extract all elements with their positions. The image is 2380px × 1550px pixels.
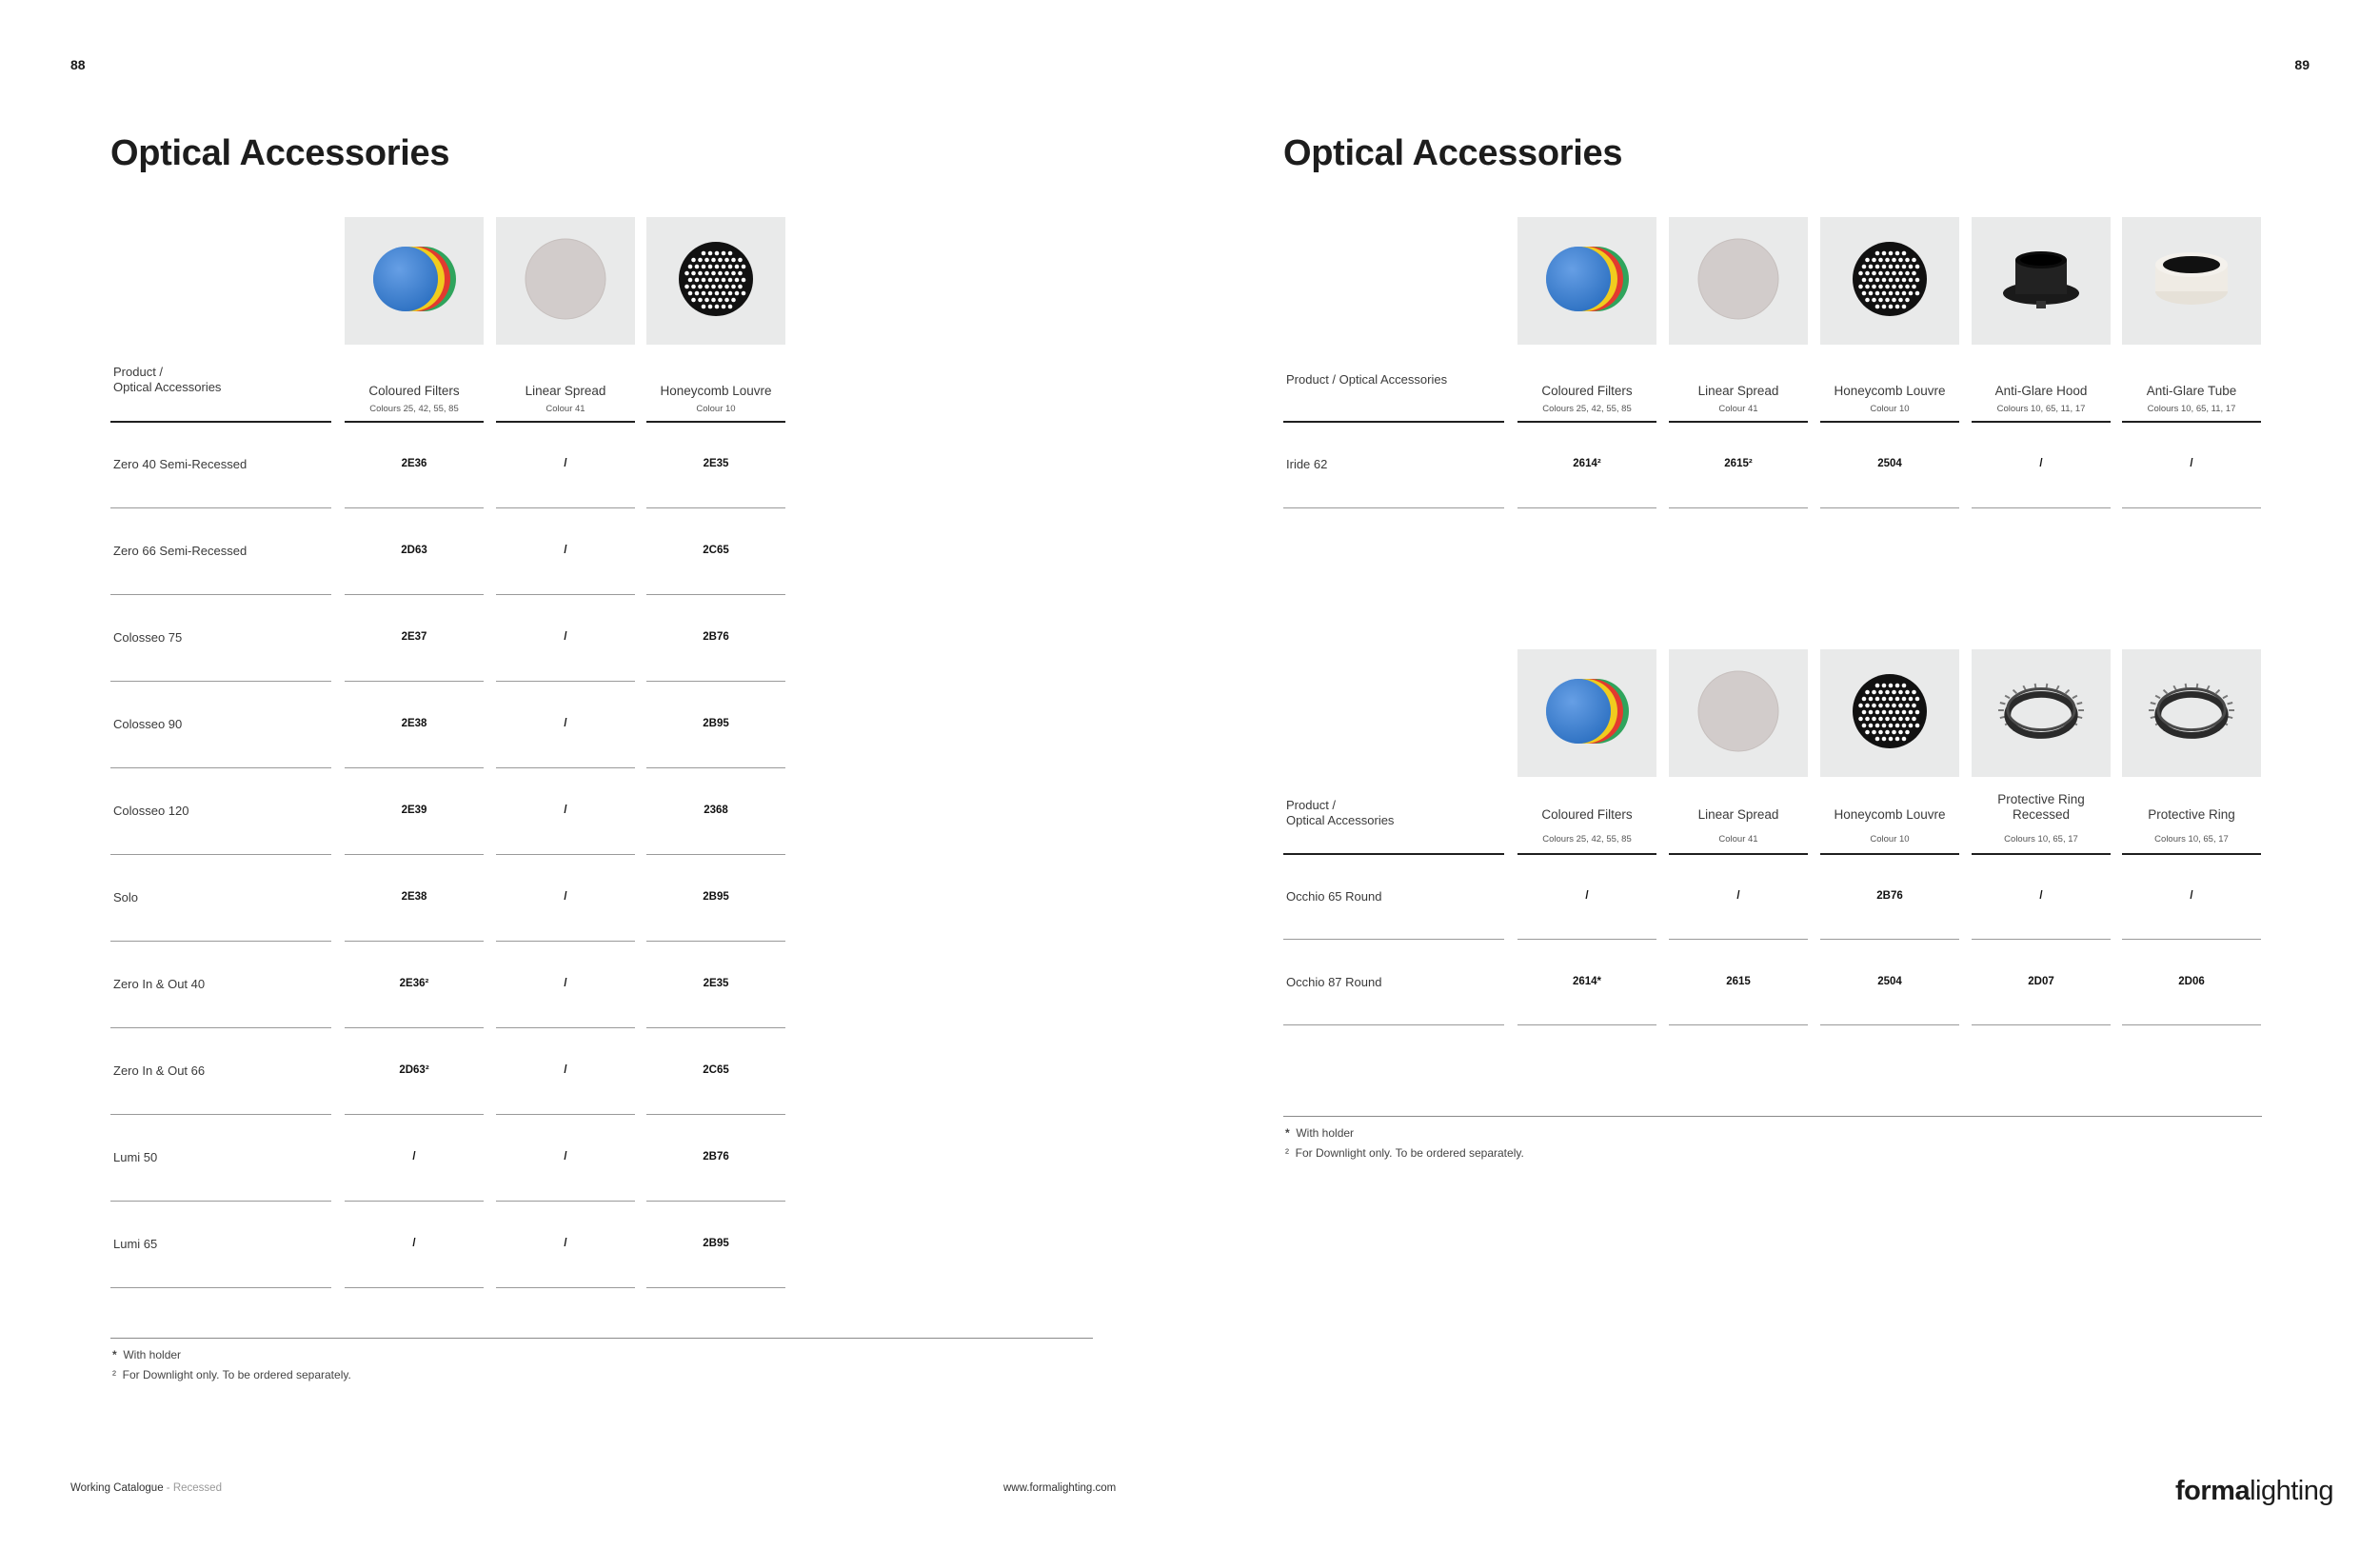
left-table-row-rule [110, 854, 331, 855]
left-table-row-rule [646, 1114, 785, 1115]
left-table-row-label: Zero 66 Semi-Recessed [113, 544, 248, 558]
right-table-2-header-rule [1517, 853, 1656, 855]
left-table-cell: / [564, 631, 567, 643]
left-table-row-rule [345, 1201, 484, 1202]
right-table-1-thumb-2 [1669, 217, 1808, 345]
left-table-row-label: Zero In & Out 66 [113, 1063, 206, 1078]
right-table-1-cell: 2504 [1877, 458, 1902, 469]
left-table-row-rule [110, 594, 331, 595]
left-table-cell: 2B95 [703, 891, 729, 903]
right-table-2-row-rule [1283, 939, 1504, 940]
left-table-cell: / [564, 458, 567, 469]
protective-ring-icon [2148, 667, 2235, 760]
right-table-1-row-rule [1820, 507, 1959, 508]
right-table-2-cell: / [1736, 890, 1740, 902]
left-table-row-rule [646, 1201, 785, 1202]
left-table-cell: / [412, 1151, 416, 1162]
left-table-row-rule [496, 1114, 635, 1115]
right-table-1-header-rule [1820, 421, 1959, 423]
left-table-row-rule [110, 1201, 331, 1202]
right-table-2-row-rule [1669, 1024, 1808, 1025]
coloured-filters-icon [1539, 242, 1635, 321]
right-table-1-column-subtitle: Colours 10, 65, 11, 17 [1996, 404, 2086, 414]
footnote-text: For Downlight only. To be ordered separately. [1295, 1146, 1524, 1160]
page-title-right: Optical Accessories [1283, 133, 1623, 173]
left-table-cell: / [564, 978, 567, 989]
right-table-2-row-rule [1820, 1024, 1959, 1025]
right-table-2-row-rule [1972, 1024, 2111, 1025]
left-table-thumb-2 [496, 217, 635, 345]
left-table-row-rule [646, 854, 785, 855]
left-table-cell: 2C65 [703, 545, 729, 556]
left-table-row-rule [646, 681, 785, 682]
logo-bold: forma [2175, 1476, 2251, 1506]
right-table-1-row-rule [1517, 507, 1656, 508]
right-table-2-row-rule [1669, 939, 1808, 940]
right-table-2-thumb-4 [1972, 649, 2111, 777]
left-table-row-rule [496, 594, 635, 595]
left-table-cell: / [564, 1151, 567, 1162]
right-table-1-header-rule [1517, 421, 1656, 423]
right-table-1-row-label: Iride 62 [1286, 457, 1328, 471]
left-table-cell: / [564, 805, 567, 816]
right-table-1-column-subtitle: Colours 25, 42, 55, 85 [1542, 404, 1632, 414]
left-table-header-rule [345, 421, 484, 423]
footnote-mark: * [112, 1348, 117, 1361]
left-table-row-label: Colosseo 90 [113, 717, 183, 731]
right-table-1-column-title: Linear Spread [1697, 384, 1779, 398]
left-table-row-rule [496, 1027, 635, 1028]
footer-catalogue-title: Working Catalogue [70, 1482, 164, 1494]
left-table-row-rule [496, 1201, 635, 1202]
linear-spread-icon [523, 236, 608, 327]
right-table-1-column-title: Coloured Filters [1541, 384, 1633, 398]
right-table-1-thumb-5 [2122, 217, 2261, 345]
right-table-2-column-subtitle: Colour 41 [1718, 834, 1758, 845]
right-table-2-column-title: Protective Ring [2148, 807, 2235, 822]
right-table-2-cell: / [1585, 890, 1589, 902]
right-table-1-thumb-1 [1517, 217, 1656, 345]
left-table-cell: 2B76 [703, 1151, 729, 1162]
left-table-header-label: Product / Optical Accessories [113, 365, 222, 394]
footer-url[interactable]: www.formalighting.com [1003, 1482, 1117, 1494]
right-table-2-column-subtitle: Colours 25, 42, 55, 85 [1542, 834, 1632, 845]
left-table-row-rule [646, 594, 785, 595]
left-table-cell: 2B76 [703, 631, 729, 643]
footnote-mark: * [1285, 1126, 1290, 1140]
right-table-1-header-rule [1669, 421, 1808, 423]
left-table-cell: 2D63² [399, 1064, 429, 1076]
left-table-row-rule [646, 767, 785, 768]
footnote-mark: ² [1285, 1146, 1289, 1160]
right-table-1-column-subtitle: Colours 10, 65, 11, 17 [2147, 404, 2236, 414]
left-table-cell: 2E38 [401, 718, 427, 729]
right-table-1-thumb-3 [1820, 217, 1959, 345]
right-table-1-header-rule [1972, 421, 2111, 423]
left-table-row-rule [646, 941, 785, 942]
right-table-1-row-rule [1669, 507, 1808, 508]
footnote-text: With holder [1296, 1126, 1355, 1140]
left-table-column-subtitle: Colours 25, 42, 55, 85 [369, 404, 459, 414]
right-table-2-column-subtitle: Colours 10, 65, 17 [2154, 834, 2229, 845]
left-table-row-rule [496, 767, 635, 768]
left-table-row-rule [496, 1287, 635, 1288]
left-table-cell: 2368 [704, 805, 728, 816]
left-table-cell: 2E36 [401, 458, 427, 469]
right-table-1-cell: 2614² [1573, 458, 1601, 469]
honeycomb-louvre-icon [678, 241, 754, 322]
anti-glare-tube-icon [2149, 236, 2234, 327]
right-table-2-cell: / [2039, 890, 2043, 902]
right-table-2-thumb-2 [1669, 649, 1808, 777]
right-table-1-column-title: Honeycomb Louvre [1834, 384, 1946, 398]
left-table-row-label: Colosseo 120 [113, 804, 189, 818]
right-table-2-cell: 2B76 [1876, 890, 1903, 902]
page-number-left: 88 [70, 57, 86, 72]
left-table-cell: 2D63 [401, 545, 427, 556]
right-table-2-row-rule [2122, 1024, 2261, 1025]
left-table-row-rule [496, 507, 635, 508]
footnote-text: For Downlight only. To be ordered separately. [122, 1368, 351, 1381]
right-table-2-column-subtitle: Colours 10, 65, 17 [2004, 834, 2078, 845]
left-table-header-rule [646, 421, 785, 423]
left-table-row-label: Solo [113, 890, 139, 904]
right-table-2-row-rule [1283, 1024, 1504, 1025]
left-table-row-rule [646, 1287, 785, 1288]
right-table-1-header-rule-label [1283, 421, 1504, 423]
left-table-row-rule [345, 1114, 484, 1115]
left-table-row-rule [345, 681, 484, 682]
right-table-2-column-title: Coloured Filters [1541, 807, 1633, 822]
footer-catalogue [70, 1482, 222, 1494]
left-table-cell: 2B95 [703, 1238, 729, 1249]
honeycomb-louvre-icon [1852, 673, 1928, 754]
left-table-cell: / [564, 718, 567, 729]
left-table-header-rule-label [110, 421, 331, 423]
left-table-row-rule [110, 1114, 331, 1115]
footer-separator: - [163, 1482, 173, 1494]
left-table-row-label: Lumi 50 [113, 1150, 158, 1164]
left-table-row-rule [110, 1027, 331, 1028]
honeycomb-louvre-icon [1852, 241, 1928, 322]
left-table-cell: 2B95 [703, 718, 729, 729]
right-table-1-row-rule [1283, 507, 1504, 508]
left-table-cell: / [564, 1238, 567, 1249]
right-table-2-cell: 2614* [1572, 976, 1602, 987]
footnote-divider-right [1283, 1116, 2262, 1117]
logo-light: lighting [2250, 1476, 2333, 1506]
page-number-right: 89 [2294, 57, 2310, 72]
left-table-row-rule [110, 1287, 331, 1288]
left-table-row-rule [345, 507, 484, 508]
left-table-row-rule [110, 507, 331, 508]
left-table-row-rule [496, 681, 635, 682]
footnote-left-2 [112, 1368, 351, 1381]
left-table-column-title: Coloured Filters [368, 384, 460, 398]
linear-spread-icon [1696, 236, 1781, 327]
right-table-2-header-rule [2122, 853, 2261, 855]
left-table-cell: / [412, 1238, 416, 1249]
left-table-column-subtitle: Colour 10 [696, 404, 736, 414]
right-table-2-column-subtitle: Colour 10 [1870, 834, 1910, 845]
right-table-1-row-rule [1972, 507, 2111, 508]
right-table-1-cell: / [2039, 458, 2043, 469]
right-table-1-column-title: Anti-Glare Tube [2146, 384, 2237, 398]
anti-glare-hood-icon [1998, 236, 2084, 327]
right-table-2-column-title: Protective Ring Recessed [1997, 792, 2085, 822]
left-table-cell: / [564, 1064, 567, 1076]
right-table-2-header-label: Product / Optical Accessories [1286, 798, 1395, 827]
left-table-cell: / [564, 545, 567, 556]
footnote-right-1 [1285, 1126, 1354, 1140]
left-table-cell: 2E35 [703, 458, 729, 469]
left-table-cell: 2E36² [399, 978, 429, 989]
footnote-text: With holder [123, 1348, 182, 1361]
left-table-row-rule [646, 507, 785, 508]
left-table-row-rule [110, 941, 331, 942]
page-title-left: Optical Accessories [110, 133, 450, 173]
footnote-divider-left [110, 1338, 1093, 1339]
left-table-row-rule [110, 767, 331, 768]
footnote-right-2 [1285, 1146, 1524, 1160]
coloured-filters-icon [1539, 674, 1635, 753]
right-table-2-cell: 2615 [1726, 976, 1751, 987]
right-table-2-cell: 2D07 [2028, 976, 2054, 987]
left-table-row-rule [345, 1027, 484, 1028]
right-table-2-row-rule [1517, 1024, 1656, 1025]
coloured-filters-icon [367, 242, 462, 321]
protective-ring-recessed-icon [1997, 667, 2085, 760]
right-table-1-header-rule [2122, 421, 2261, 423]
right-table-2-header-rule [1972, 853, 2111, 855]
right-table-2-header-rule [1820, 853, 1959, 855]
left-table-cell: 2C65 [703, 1064, 729, 1076]
footnote-left-1 [112, 1348, 181, 1361]
right-table-2-row-rule [1517, 939, 1656, 940]
left-table-cell: / [564, 891, 567, 903]
right-table-1-cell: / [2190, 458, 2193, 469]
left-table-row-label: Zero 40 Semi-Recessed [113, 457, 248, 471]
footer-section: Recessed [172, 1482, 222, 1494]
right-table-2-column-title: Linear Spread [1697, 807, 1779, 822]
left-table-thumb-1 [345, 217, 484, 345]
right-table-2-header-rule-label [1283, 853, 1504, 855]
right-table-2-row-rule [2122, 939, 2261, 940]
forma-lighting-logo [2175, 1476, 2333, 1507]
left-table-row-rule [646, 1027, 785, 1028]
left-table-cell: 2E37 [401, 631, 427, 643]
right-table-2-row-rule [1972, 939, 2111, 940]
left-table-header-rule [496, 421, 635, 423]
right-table-1-row-rule [2122, 507, 2261, 508]
left-table-column-title: Linear Spread [525, 384, 606, 398]
left-table-row-rule [110, 681, 331, 682]
right-table-2-cell: 2504 [1877, 976, 1902, 987]
left-table-row-rule [496, 941, 635, 942]
right-table-2-thumb-1 [1517, 649, 1656, 777]
right-table-2-row-label: Occhio 87 Round [1286, 975, 1382, 989]
right-table-1-header-label: Product / Optical Accessories [1286, 372, 1448, 387]
right-table-2-thumb-5 [2122, 649, 2261, 777]
right-table-1-cell: 2615² [1724, 458, 1753, 469]
left-table-cell: 2E38 [401, 891, 427, 903]
right-table-2-row-label: Occhio 65 Round [1286, 889, 1382, 904]
left-table-row-label: Lumi 65 [113, 1237, 158, 1251]
right-table-2-thumb-3 [1820, 649, 1959, 777]
left-table-column-title: Honeycomb Louvre [660, 384, 772, 398]
left-table-thumb-3 [646, 217, 785, 345]
left-table-row-rule [345, 941, 484, 942]
left-table-cell: 2E39 [401, 805, 427, 816]
left-table-row-rule [496, 854, 635, 855]
right-table-2-column-title: Honeycomb Louvre [1834, 807, 1946, 822]
left-table-row-label: Colosseo 75 [113, 630, 183, 645]
left-table-row-rule [345, 594, 484, 595]
right-table-1-column-title: Anti-Glare Hood [1994, 384, 2088, 398]
right-table-2-cell: 2D06 [2178, 976, 2205, 987]
right-table-1-thumb-4 [1972, 217, 2111, 345]
left-table-row-rule [345, 854, 484, 855]
left-table-row-label: Zero In & Out 40 [113, 977, 206, 991]
right-table-1-column-subtitle: Colour 10 [1870, 404, 1910, 414]
right-table-2-row-rule [1820, 939, 1959, 940]
left-table-row-rule [345, 1287, 484, 1288]
left-table-column-subtitle: Colour 41 [545, 404, 585, 414]
linear-spread-icon [1696, 668, 1781, 759]
right-table-1-column-subtitle: Colour 41 [1718, 404, 1758, 414]
footnote-mark: ² [112, 1368, 116, 1381]
left-table-cell: 2E35 [703, 978, 729, 989]
right-table-2-cell: / [2190, 890, 2193, 902]
left-table-row-rule [345, 767, 484, 768]
right-table-2-header-rule [1669, 853, 1808, 855]
